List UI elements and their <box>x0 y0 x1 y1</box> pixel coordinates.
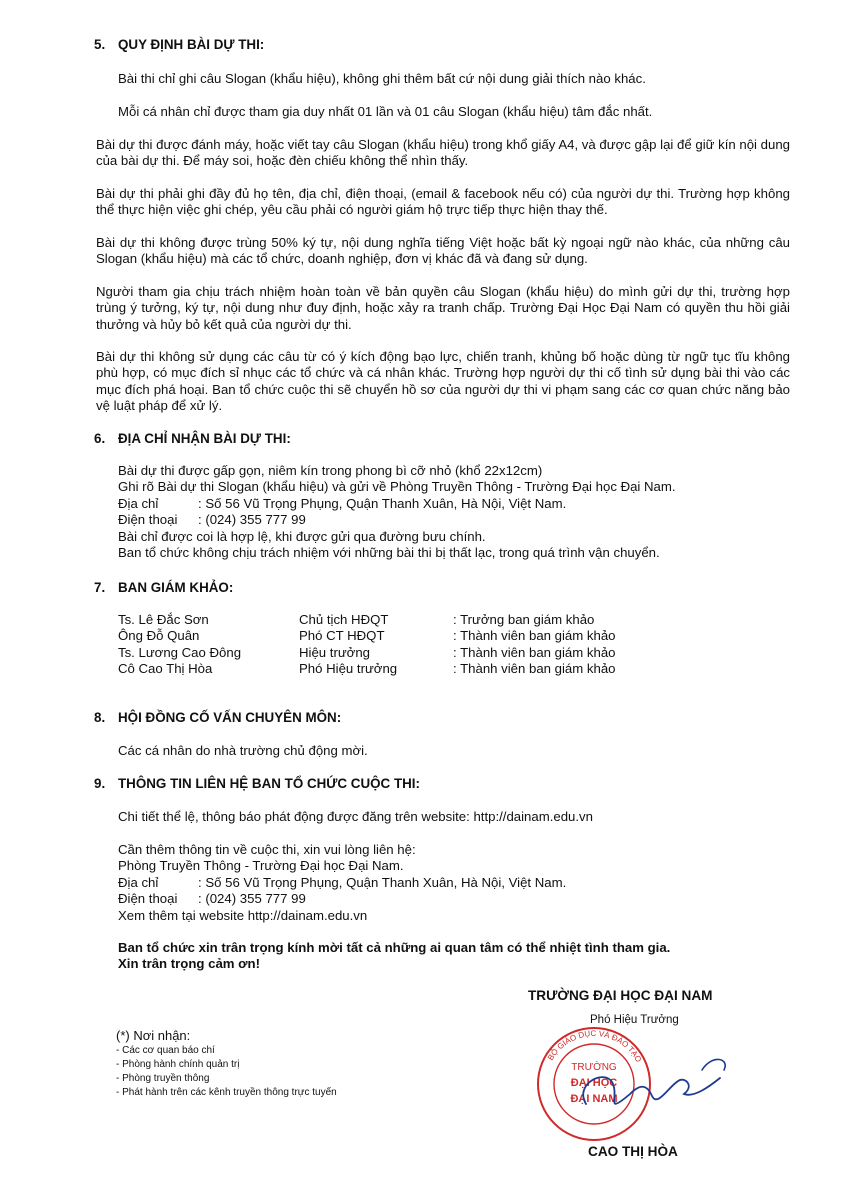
section-title: ĐỊA CHỈ NHẬN BÀI DỰ THI: <box>118 431 291 446</box>
judge-role: : Thành viên ban giám khảo <box>453 628 616 644</box>
address-label: Địa chỉ <box>118 495 159 511</box>
address-label: Địa chỉ <box>118 874 159 890</box>
text-line: Phòng Truyền Thông - Trường Đại học Đại Nam. <box>118 858 404 874</box>
address-value: : Số 56 Vũ Trọng Phụng, Quận Thanh Xuân, Hà Nội, Việt Nam. <box>198 874 567 890</box>
text-line: Ban tổ chức không chịu trách nhiệm với những bài thi bị thất lạc, trong quá trình vận chuyển. <box>118 545 660 561</box>
address-line <box>118 496 790 512</box>
section-title: QUY ĐỊNH BÀI DỰ THI: <box>118 37 265 52</box>
address-line <box>118 875 790 891</box>
phone-value: : (024) 355 777 99 <box>198 891 306 907</box>
stamp-center-line: TRƯỜNG <box>571 1062 617 1073</box>
text-line: Bài chỉ được coi là hợp lệ, khi được gửi qua đường bưu chính. <box>118 528 486 544</box>
text-line: Ghi rõ Bài dự thi Slogan (khẩu hiệu) và gửi về Phòng Truyền Thông - Trường Đại học Đại Nam. <box>118 479 676 495</box>
signature-name: CAO THỊ HÒA <box>588 1144 678 1159</box>
section-5-body <box>96 235 790 268</box>
recipient-item: - Phòng truyền thông <box>116 1073 210 1085</box>
section-title: BAN GIÁM KHẢO: <box>118 580 234 595</box>
section-number: 8. <box>94 710 106 725</box>
paragraph: Bài thi chỉ ghi câu Slogan (khẩu hiệu), không ghi thêm bất cứ nội dung giải thích nào khác. <box>118 71 646 86</box>
signature-title: Phó Hiệu Trưởng <box>590 1014 679 1026</box>
paragraph: Bài dự thi không sử dụng các câu từ có ý kích động bạo lực, chiến tranh, khủng bố hoặc dùng từ ngữ tục tĩu không phù hợp, có mục đích sỉ nhục các tổ chức và cá nhân khác. Trường hợp người dự thi cố tình sử dụng bài thi vào các mục đích phá hoại. Ban tổ chức cuộc thi sẽ chuyển hồ sơ của người dự thi vi phạm sang các cơ quan chức năng bảo vệ luật pháp để xử lý. <box>96 349 790 414</box>
address-value: : Số 56 Vũ Trọng Phụng, Quận Thanh Xuân, Hà Nội, Việt Nam. <box>198 495 567 511</box>
signature-flourish <box>702 1059 725 1070</box>
judge-row <box>118 661 616 677</box>
phone-label: Điện thoại <box>118 512 178 528</box>
official-stamp <box>534 1024 734 1148</box>
section-5-body <box>118 104 790 120</box>
judge-position: Hiệu trưởng <box>299 644 370 660</box>
section-title: HỘI ĐỒNG CỐ VẤN CHUYÊN MÔN: <box>118 710 342 725</box>
phone-line <box>118 891 790 907</box>
section-5-body <box>118 71 790 87</box>
stamp-center-line: ĐẠI HỌC <box>570 1077 618 1089</box>
website-line: Chi tiết thể lệ, thông báo phát động được đăng trên website: http://dainam.edu.vn <box>118 809 593 824</box>
section-number: 7. <box>94 580 106 595</box>
text-line: Các cá nhân do nhà trường chủ động mời. <box>118 743 368 758</box>
section-number: 9. <box>94 776 106 791</box>
judge-role: : Trưởng ban giám khảo <box>453 612 595 627</box>
stamp-svg <box>534 1024 734 1144</box>
recipient-item: - Phát hành trên các kênh truyền thông trực tuyến <box>116 1087 337 1099</box>
paragraph: Bài dự thi không được trùng 50% ký tự, nội dung nghĩa tiếng Việt hoặc bất kỳ ngoại ngữ nào khác, của những câu Slogan (khẩu hiệu) mà các tổ chức, doanh nghiệp, đơn vị khác đã và đang sử dụng. <box>96 235 790 267</box>
text-line: Cần thêm thông tin về cuộc thi, xin vui lòng liên hệ: <box>118 842 416 857</box>
section-title: THÔNG TIN LIÊN HỆ BAN TỔ CHỨC CUỘC THI: <box>118 776 420 791</box>
recipients-block <box>116 1028 337 1100</box>
section-8-body <box>118 743 790 759</box>
paragraph: Bài dự thi phải ghi đầy đủ họ tên, địa chỉ, điện thoại, (email & facebook nếu có) của người dự thi. Trường hợp không thể thực hiện việc ghi chép, yêu cầu phải có người giám hộ trực tiếp thực hiện thay thế. <box>96 186 790 218</box>
section-6-heading <box>94 431 291 447</box>
section-9-body <box>118 809 790 825</box>
section-number: 5. <box>94 37 106 52</box>
recipients-title: (*) Nơi nhận: <box>116 1028 191 1043</box>
judge-position: Phó Hiệu trưởng <box>299 661 398 677</box>
section-5-heading <box>94 37 264 53</box>
section-5-body <box>96 137 790 170</box>
text-line: Xem thêm tại website http://dainam.edu.vn <box>118 907 368 923</box>
judge-row <box>118 612 616 628</box>
judge-name: Ông Đỗ Quân <box>118 628 200 644</box>
section-9-contact <box>118 842 790 924</box>
judges-table <box>118 612 616 678</box>
paragraph: Người tham gia chịu trách nhiệm hoàn toàn về bản quyền câu Slogan (khẩu hiệu) do mình gửi dự thi, trường hợp trùng ý tưởng, ký tự, nội dung như đuy định, hoặc xảy ra tranh chấp. Trường Đại Học Đại Nam có quyền thu hồi giải thưởng và hủy bỏ kết quả của người dự thi. <box>96 284 790 332</box>
section-5-body <box>96 349 790 415</box>
judge-position: Chủ tịch HĐQT <box>299 612 389 627</box>
judge-name: Ts. Lương Cao Đông <box>118 644 242 660</box>
judge-row <box>118 628 616 644</box>
phone-line <box>118 512 790 528</box>
section-9-heading <box>94 776 420 792</box>
signature-school-name: TRƯỜNG ĐẠI HỌC ĐẠI NAM <box>528 988 713 1003</box>
phone-value: : (024) 355 777 99 <box>198 512 306 528</box>
phone-label: Điện thoại <box>118 891 178 907</box>
judge-name: Ts. Lê Đắc Sơn <box>118 612 209 627</box>
judge-row <box>118 645 616 661</box>
judge-role: : Thành viên ban giám khảo <box>453 644 616 660</box>
paragraph: Bài dự thi được đánh máy, hoặc viết tay câu Slogan (khẩu hiệu) trong khổ giấy A4, và được gập lại để giữ kín nội dung của bài dự thi. Để máy soi, hoặc đèn chiếu không thể nhìn thấy. <box>96 137 790 169</box>
section-6-body <box>118 463 790 561</box>
paragraph: Mỗi cá nhân chỉ được tham gia duy nhất 01 lần và 01 câu Slogan (khẩu hiệu) tâm đắc nhất. <box>118 104 653 119</box>
recipient-item: - Các cơ quan báo chí <box>116 1045 215 1057</box>
section-8-heading <box>94 710 341 726</box>
text-line: Bài dự thi được gấp gọn, niêm kín trong phong bì cỡ nhỏ (khổ 22x12cm) <box>118 463 543 478</box>
judge-name: Cô Cao Thị Hòa <box>118 661 213 677</box>
judge-role: : Thành viên ban giám khảo <box>453 661 616 677</box>
closing-invitation <box>118 940 670 973</box>
recipient-item: - Phòng hành chính quản trị <box>116 1059 240 1071</box>
section-5-body <box>96 186 790 219</box>
section-7-heading <box>94 580 233 596</box>
section-5-body <box>96 284 790 333</box>
judge-position: Phó CT HĐQT <box>299 628 385 644</box>
closing-line: Ban tổ chức xin trân trọng kính mời tất cả những ai quan tâm có thể nhiệt tình tham gia. <box>118 940 671 955</box>
stamp-center-line: ĐẠI NAM <box>570 1093 618 1105</box>
closing-line: Xin trân trọng cảm ơn! <box>118 956 260 972</box>
stamp-ring-text: BỘ GIÁO DỤC VÀ ĐÀO TẠO <box>545 1028 644 1064</box>
section-number: 6. <box>94 431 106 446</box>
